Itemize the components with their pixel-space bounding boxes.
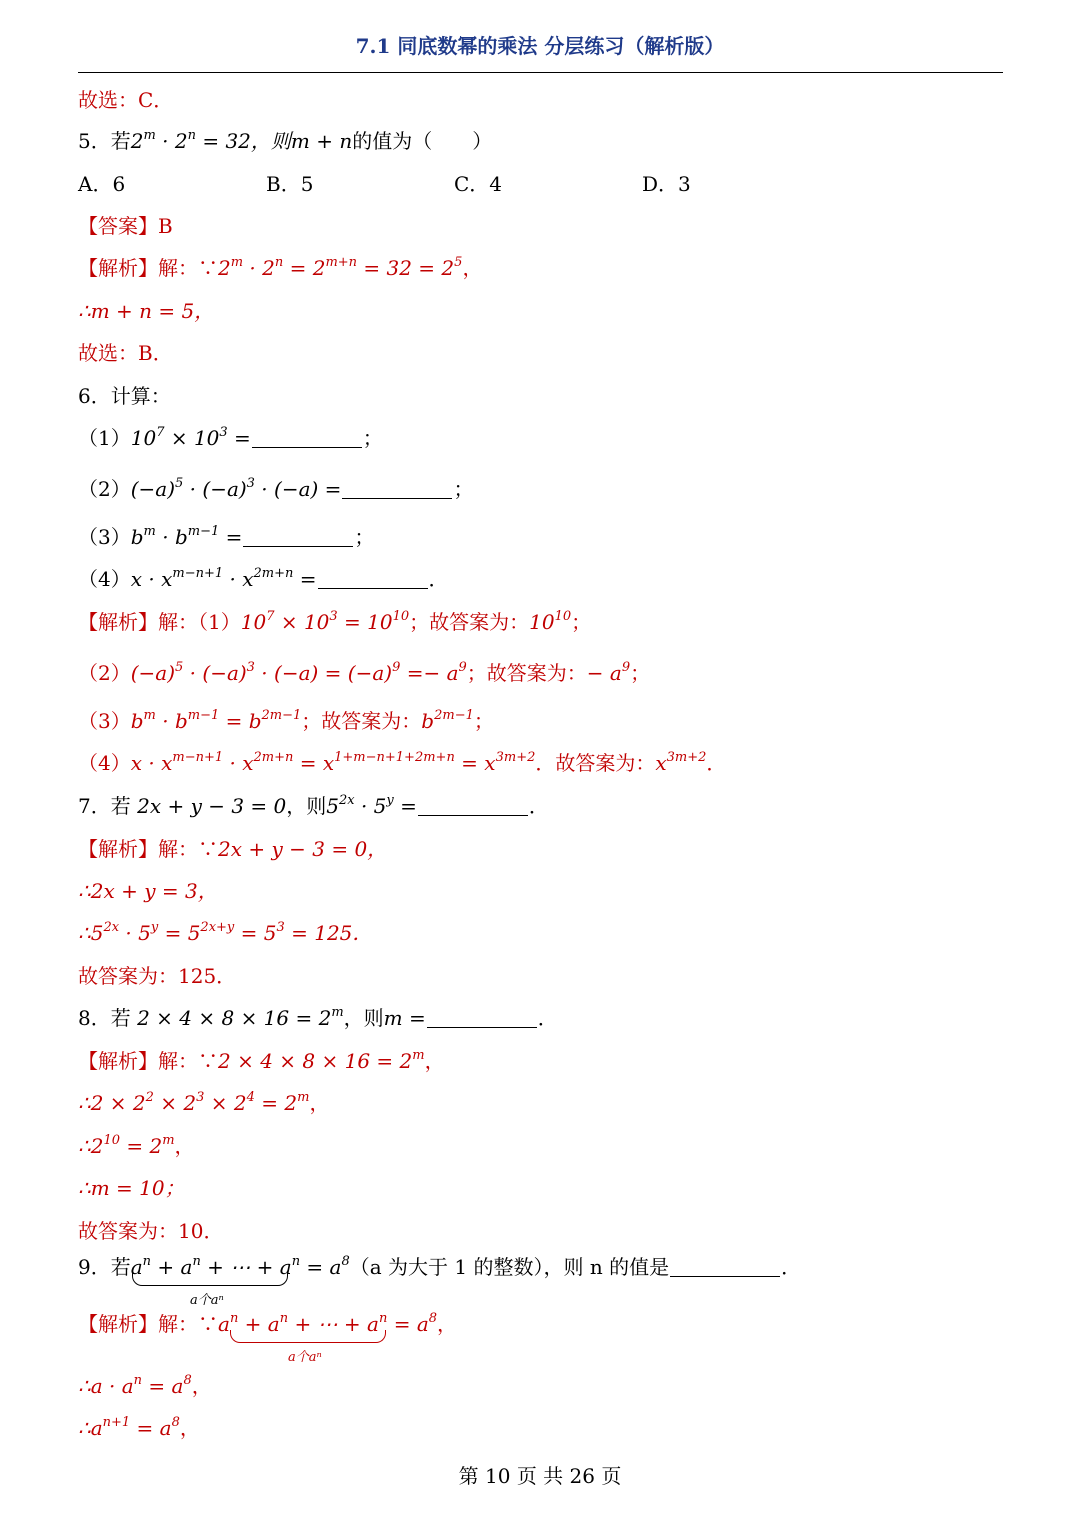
underbrace xyxy=(230,1330,386,1343)
question-6-part-1: $(1)10^7 \times 10^3$ = ； xyxy=(78,425,383,450)
question-5: 5．若$2^m \cdot 2^n = 32$，则m + n的值为（ ） xyxy=(78,128,493,153)
question-6: 6．计算： xyxy=(78,384,171,408)
solution-8-line-4: ∴m = 10； xyxy=(78,1176,185,1200)
option-a: A．6 xyxy=(78,172,126,196)
answer-blank xyxy=(342,480,452,499)
header-rule xyxy=(78,72,1003,73)
solution-8-line-3: $\therefore 2^{10} = 2^m$， xyxy=(78,1133,195,1158)
underbrace xyxy=(132,1273,288,1286)
question-6-part-3: $(3)b^m \cdot b^{m-1}$ = ； xyxy=(78,524,375,549)
solution-9-line-2: ∴a · $a^n = a^8$， xyxy=(78,1373,212,1398)
solution-6-line-2: $(2)(-a)^5 \cdot (-a)^3 \cdot (-a) = (-a)^9 =- a^9$；故答案为：− $a^9$； xyxy=(78,660,651,685)
solution-8-line-1: 【解析】解：∵2 × $4 \times 8 \times 16 = 2^m$， xyxy=(78,1048,445,1073)
answer-blank xyxy=(427,1009,537,1028)
solution-5-line-3: 故选：B． xyxy=(78,341,173,365)
answer-blank xyxy=(252,429,362,448)
solution-6-line-3: $(3)b^m \cdot b^{m-1} = b^{2m-1}$；故答案为：$b^{2m-1}$； xyxy=(78,708,494,733)
answer-blank xyxy=(670,1258,780,1277)
answer-blank xyxy=(243,528,353,547)
prev-answer-line: 故选：C． xyxy=(78,88,174,112)
answer-blank xyxy=(418,797,528,816)
question-7: 7．若 2x + y − 3 = 0，则$5^{2x} \cdot 5^y$ = ． xyxy=(78,793,549,818)
option-d: D．3 xyxy=(642,172,691,196)
solution-7-line-3: $\therefore 5^{2x} \cdot 5^y = 5^{2x+y} = 5^3 = 125$． xyxy=(78,920,373,945)
underbrace-label: a个aⁿ xyxy=(288,1350,322,1365)
solution-8-line-5: 故答案为：10． xyxy=(78,1219,224,1243)
page-header-title: 7.1 同底数幂的乘法 分层练习（解析版） xyxy=(355,34,725,58)
solution-7-line-4: 故答案为：125． xyxy=(78,964,237,988)
question-5-options xyxy=(78,172,830,196)
option-c: C．4 xyxy=(454,172,503,196)
solution-7-line-2: ∴2x + y = 3， xyxy=(78,879,218,903)
solution-7-line-1: 【解析】解：∵2x + y − 3 = 0， xyxy=(78,837,388,861)
solution-5-line-1: 【解析】解：$\because 2^m \cdot 2^n = 2^{m+n} = 32 = 2^5$， xyxy=(78,255,483,280)
question-8: 8．若 $2 \times 4 \times 8 \times 16 = 2^m$，则m = ． xyxy=(78,1005,558,1030)
answer-5: 【答案】B xyxy=(78,214,173,238)
solution-5-line-2: ∴m + n = 5， xyxy=(78,299,215,323)
question-6-part-4: $(4)x \cdot x^{m-n+1} \cdot x^{2m+n}$ = ． xyxy=(78,566,449,591)
answer-blank xyxy=(318,570,428,589)
solution-6-line-4: $(4)x \cdot x^{m-n+1} \cdot x^{2m+n} = x^{1+m-n+1+2m+n} = x^{3m+2}$．故答案为：$x^{3m+2}$． xyxy=(78,750,727,775)
underbrace-label: a个aⁿ xyxy=(190,1293,224,1308)
option-b: B．5 xyxy=(266,172,314,196)
solution-8-line-2: ∴2 × $2^2 \times 2^3 \times 2^4 = 2^m$， xyxy=(78,1090,330,1115)
solution-9-line-1: 【解析】解：$\because a^n + a^n$ + ⋯ + $a^n = a^8$， xyxy=(78,1311,458,1336)
solution-9-line-3: $\therefore a^{n+1} = a^8$， xyxy=(78,1415,200,1440)
solution-6-line-1: 【解析】解：$(1)10^7 \times 10^3 = 10^{10}$；故答案为：$10^{10}$； xyxy=(78,609,592,634)
question-6-part-2: $(2)(-a)^5 \cdot (-a)^3 \cdot (-a)$ = ； xyxy=(78,476,474,501)
question-9: 9．若$a^n + a^n$ + ⋯ + $a^n = a^8(a$ 为大于 1 的整数），则 n 的值是 ． xyxy=(78,1254,802,1279)
page-footer: 第 10 页 共 26 页 xyxy=(458,1464,622,1488)
